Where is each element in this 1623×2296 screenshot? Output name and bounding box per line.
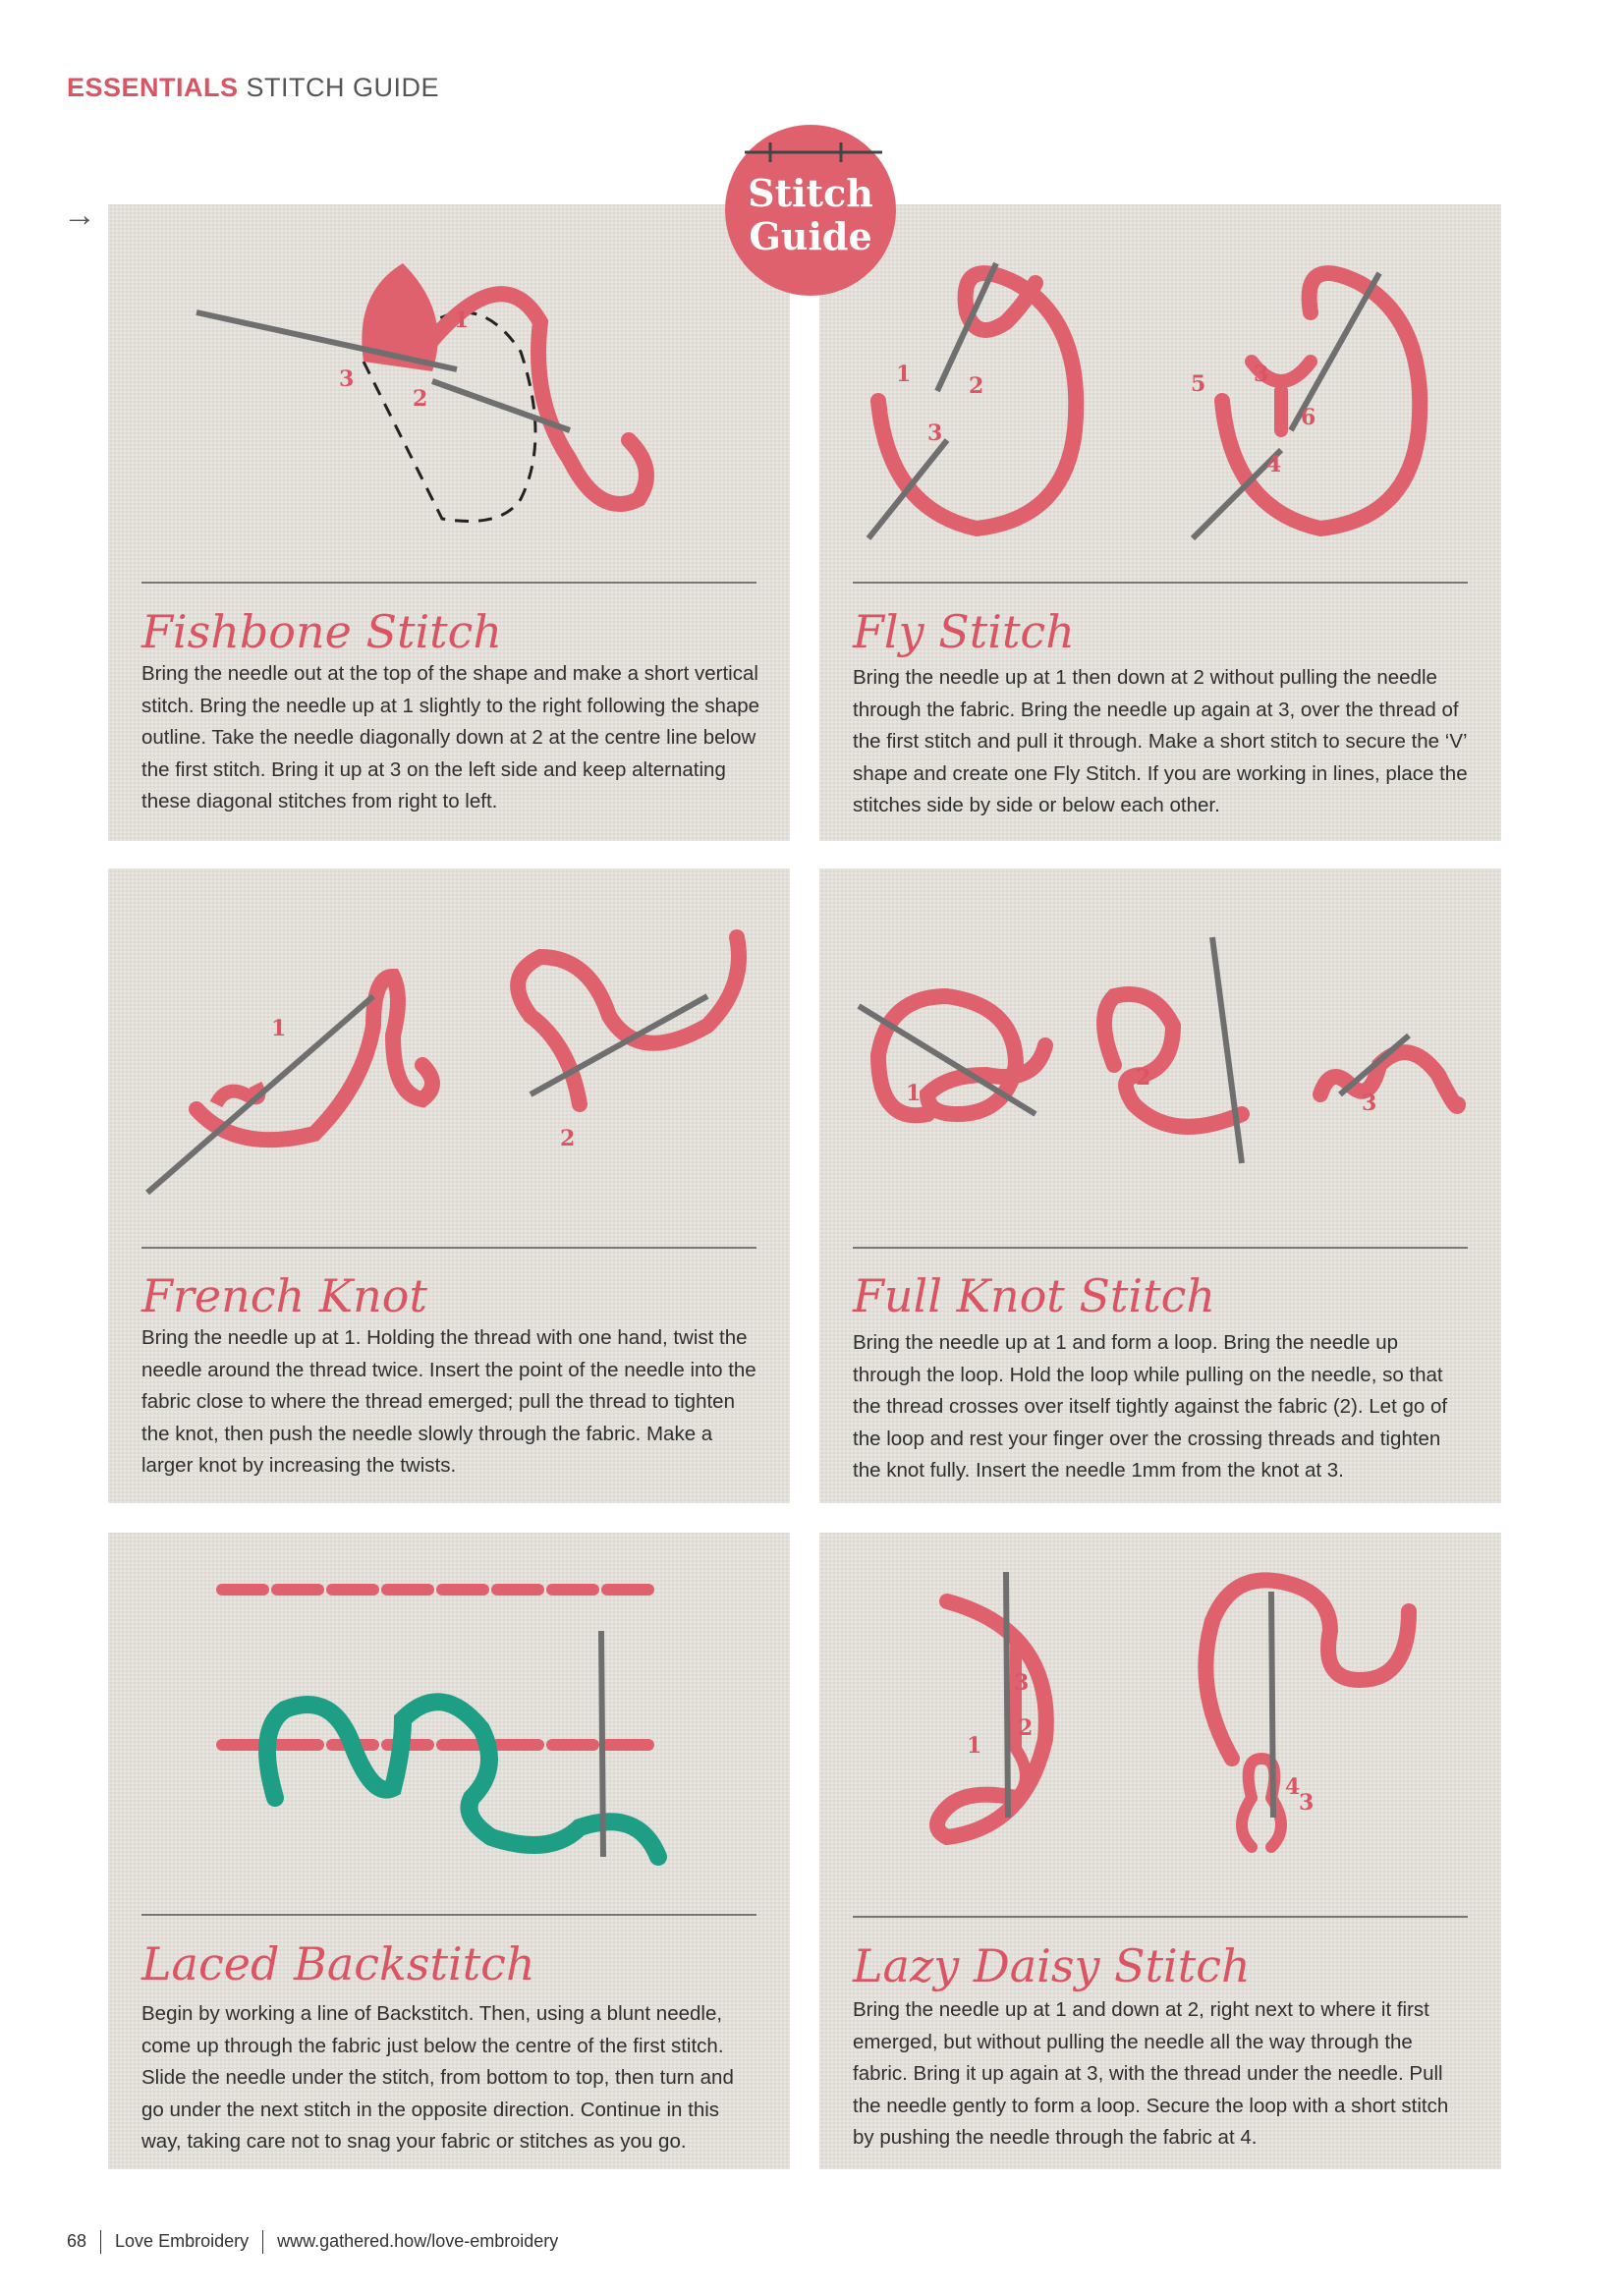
label-3: 3	[1014, 1670, 1030, 1696]
stitch-guide-badge	[725, 125, 896, 296]
label-5: 5	[1191, 371, 1206, 397]
full-knot-illustration	[819, 868, 1501, 1261]
label-1: 1	[896, 362, 912, 387]
panel-lazy-daisy-stitch	[819, 1533, 1501, 2169]
french-knot-illustration	[108, 868, 790, 1261]
panel-laced-backstitch	[108, 1533, 790, 2169]
page-header	[67, 73, 439, 103]
section-title: STITCH GUIDE	[246, 73, 440, 102]
page-footer	[67, 2230, 558, 2254]
label-2: 2	[1136, 1065, 1151, 1091]
laced-backstitch-illustration	[108, 1533, 790, 1926]
stitch-title: French Knot	[141, 1269, 427, 1322]
label-2: 2	[1018, 1715, 1034, 1741]
stitch-title: Fly Stitch	[853, 605, 1075, 658]
panel-full-knot-stitch	[819, 868, 1501, 1503]
divider	[853, 1916, 1468, 1918]
label-2: 2	[969, 373, 984, 399]
badge-line-2: Guide	[749, 214, 872, 258]
fishbone-illustration	[108, 204, 790, 597]
lazy-daisy-illustration	[819, 1533, 1501, 1926]
label-3b: 3	[1299, 1790, 1315, 1816]
label-1: 1	[967, 1733, 982, 1759]
label-3: 3	[927, 420, 943, 446]
stitch-description: Bring the needle up at 1 and form a loop. Bring the needle up through the loop. Hold the loop while pulling on the needle, so that the thread crosses over itself tightly against the fabric (2). Let go of the loop and rest your finger over the crossing threads and tighten the knot fully. Insert the needle 1mm from the knot at 3.	[853, 1331, 1448, 1482]
stitch-description: Bring the needle up at 1. Holding the thread with one hand, twist the needle around the thread twice. Insert the point of the needle into the fabric close to where the thread emerged; pull the thread to tighten the knot, then push the needle slowly through the fabric. Make a larger knot by increasing the twists.	[141, 1326, 756, 1477]
label-1: 1	[906, 1081, 922, 1106]
label-2: 2	[413, 386, 428, 412]
section-label: ESSENTIALS	[67, 73, 239, 102]
panel-french-knot	[108, 868, 790, 1503]
label-4: 4	[1285, 1774, 1301, 1800]
divider	[141, 1247, 756, 1249]
badge-line-1: Stitch	[748, 171, 873, 215]
label-3: 3	[1362, 1091, 1377, 1116]
website-url: www.gathered.how/love-embroidery	[277, 2230, 559, 2251]
panel-fly-stitch	[819, 204, 1501, 841]
magazine-name: Love Embroidery	[115, 2230, 250, 2251]
panel-fishbone-stitch	[108, 204, 790, 841]
stitch-description: Begin by working a line of Backstitch. Then, using a blunt needle, come up through the fabric just below the centre of the first stitch. Slide the needle under the stitch, from bottom to top, then turn and go under the next stitch in the opposite direction. Continue in this way, taking care not to snag your fabric or stitches as you go.	[141, 2002, 734, 2153]
page-number: 68	[67, 2230, 87, 2251]
label-1: 1	[454, 308, 470, 333]
label-4: 4	[1266, 452, 1282, 477]
label-1: 1	[271, 1016, 287, 1041]
label-3: 3	[339, 366, 355, 392]
fly-stitch-illustration	[819, 204, 1501, 597]
divider	[141, 582, 756, 584]
stitch-description: Bring the needle out at the top of the shape and make a short vertical stitch. Bring the needle up at 1 slightly to the right following the shape outline. Take the needle diagonally down at 2 at the centre line below the first stitch. Bring it up at 3 on the left side and keep alternating these diagonal stitches from right to left.	[141, 662, 760, 812]
arrow-right-icon: →	[63, 196, 96, 234]
stitch-description: Bring the needle up at 1 then down at 2 without pulling the needle through the fabric. Bring the needle up again at 3, over the thread of the first stitch and pull it through. Make a short stitch to secure the ‘V’ shape and create one Fly Stitch. If you are working in lines, place the stitches side by side or below each other.	[853, 666, 1468, 816]
stitch-title: Laced Backstitch	[141, 1937, 535, 1990]
label-6: 6	[1301, 405, 1316, 430]
divider	[853, 1247, 1468, 1249]
stitch-title: Fishbone Stitch	[141, 605, 503, 658]
stitch-description: Bring the needle up at 1 and down at 2, right next to where it first emerged, but without pulling the needle all the way through the fabric. Bring it up again at 3, with the thread under the needle. Pull the needle gently to form a loop. Secure the loop with a short stitch by pushing the needle through the fabric at 4.	[853, 1998, 1449, 2149]
divider	[853, 582, 1468, 584]
label-3b: 3	[1254, 362, 1269, 387]
stitch-title: Lazy Daisy Stitch	[853, 1939, 1251, 1992]
divider	[141, 1914, 756, 1916]
stitch-title: Full Knot Stitch	[853, 1269, 1215, 1322]
label-2: 2	[560, 1126, 576, 1151]
